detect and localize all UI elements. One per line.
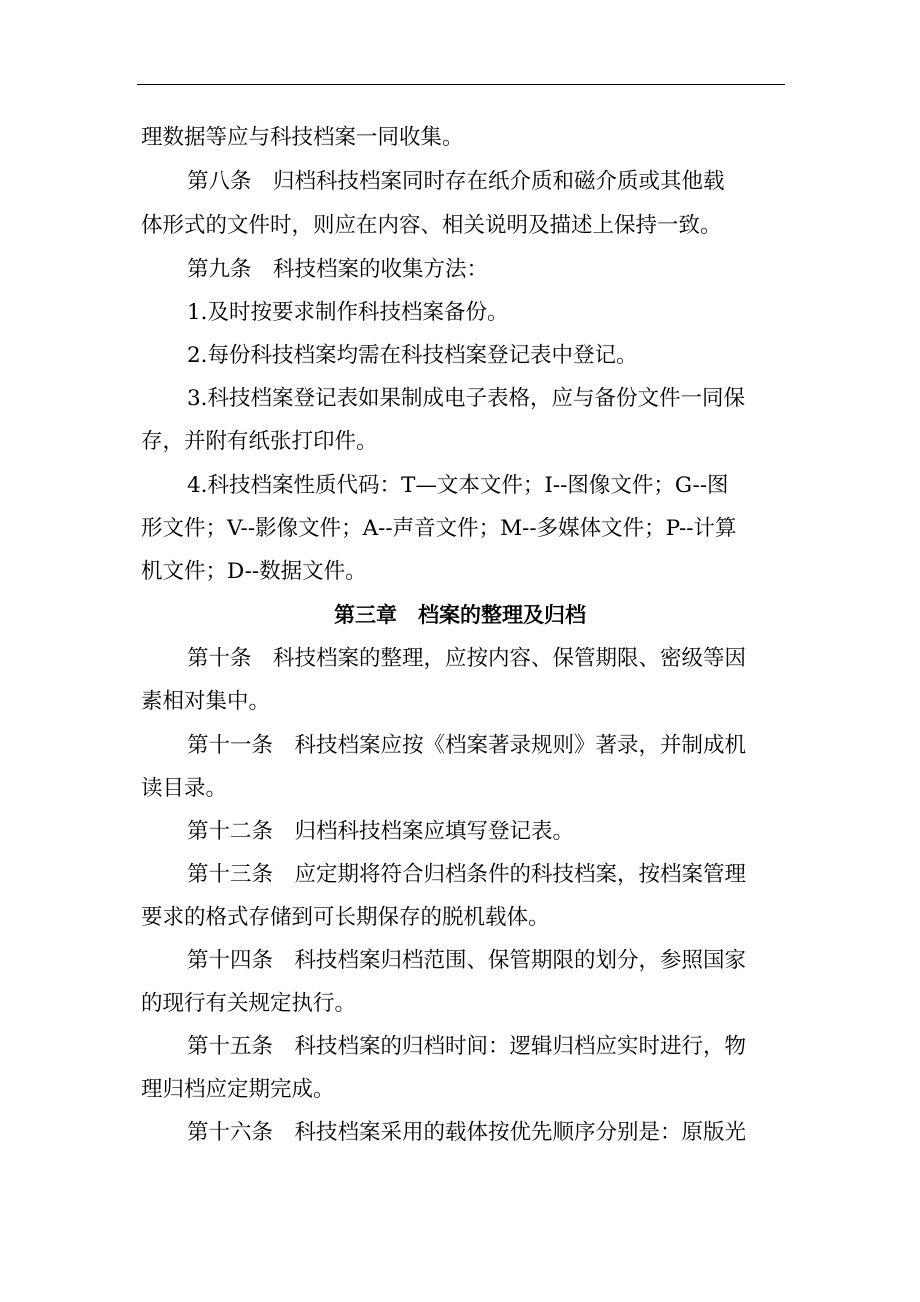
article-9-line: 第九条 科技档案的收集方法： — [187, 257, 489, 282]
list-item-2: 2.每份科技档案均需在科技档案登记表中登记。 — [187, 343, 638, 368]
article-16-line: 第十六条 科技档案采用的载体按优先顺序分别是：原版光 — [187, 1120, 747, 1145]
article-15-line: 第十五条 科技档案的归档时间：逻辑归档应实时进行，物 — [187, 1034, 747, 1059]
chapter-heading: 第三章 档案的整理及归档 — [334, 603, 586, 627]
text-line: 的现行有关规定执行。 — [141, 991, 357, 1016]
text-line: 理数据等应与科技档案一同收集。 — [141, 125, 464, 150]
text-line: 存，并附有纸张打印件。 — [141, 429, 378, 454]
article-14-line: 第十四条 科技档案归档范围、保管期限的划分，参照国家 — [187, 948, 747, 973]
list-item-1: 1.及时按要求制作科技档案备份。 — [187, 300, 509, 325]
article-13-line: 第十三条 应定期将符合归档条件的科技档案，按档案管理 — [187, 862, 747, 887]
list-item-3: 3.科技档案登记表如果制成电子表格，应与备份文件一同保 — [187, 386, 746, 411]
text-line: 理归档应定期完成。 — [141, 1077, 335, 1102]
text-line: 素相对集中。 — [141, 689, 271, 714]
article-10-line: 第十条 科技档案的整理，应按内容、保管期限、密级等因 — [187, 646, 747, 671]
article-8-line: 第八条 归档科技档案同时存在纸介质和磁介质或其他载 — [187, 169, 725, 194]
list-item-4: 4.科技档案性质代码：T—文本文件；I--图像文件；G--图 — [187, 473, 729, 498]
text-line: 形文件；V--影像文件；A--声音文件；M--多媒体文件；P--计算 — [141, 516, 737, 541]
header-rule — [137, 84, 785, 85]
article-11-line: 第十一条 科技档案应按《档案著录规则》著录，并制成机 — [187, 733, 747, 758]
text-line: 机文件；D--数据文件。 — [141, 559, 367, 584]
text-line: 体形式的文件时，则应在内容、相关说明及描述上保持一致。 — [141, 213, 722, 238]
text-line: 读目录。 — [141, 776, 228, 801]
text-line: 要求的格式存储到可长期保存的脱机载体。 — [141, 905, 550, 930]
article-12-line: 第十二条 归档科技档案应填写登记表。 — [187, 819, 575, 844]
